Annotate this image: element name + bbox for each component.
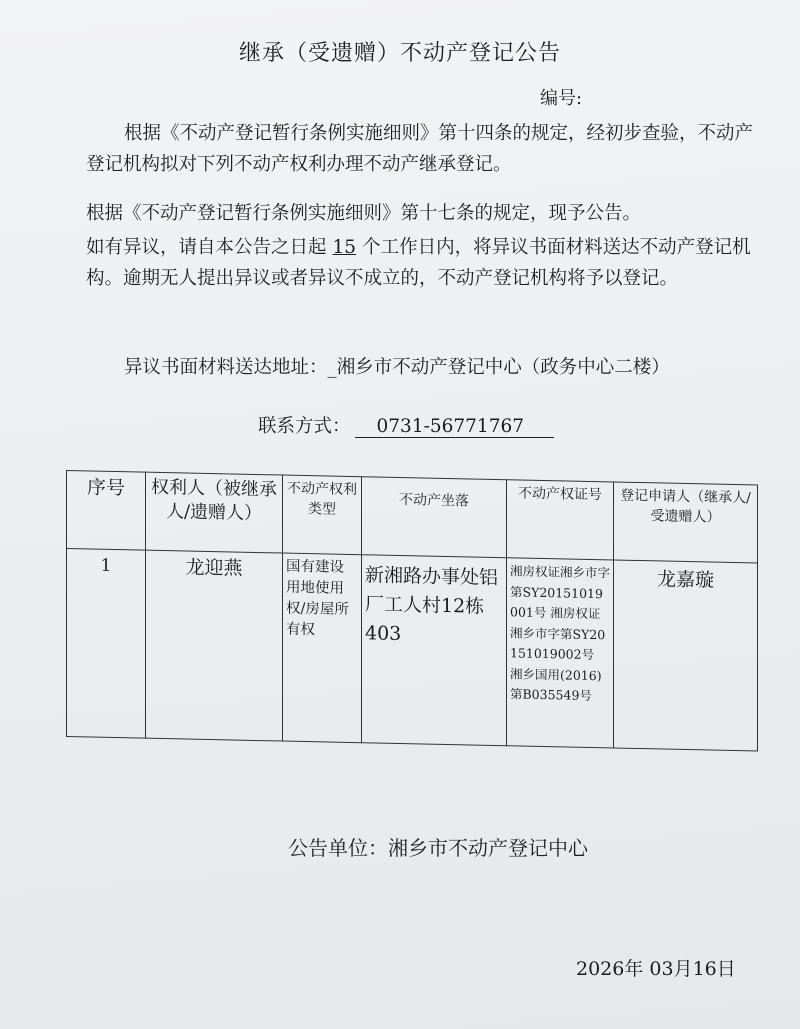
header-holder: 权利人（被继承人/遗赠人） [146,472,283,553]
cell-seq: 1 [67,549,146,739]
objection-text-end: 个工作日内，将异议书面材料送达不动产登记机构。逾期无人提出异议或者异议不成立的，不动产登记机构将予以登记。 [86,237,751,289]
notice-date: 2026年 03月16日 [576,958,736,980]
header-right-type: 不动产权利类型 [283,475,362,555]
cell-location: 新湘路办事处铝厂工人村12栋403 [362,555,507,746]
cell-cert-number: 湘房权证湘乡市字第SY20151019001号 湘房权证湘乡市字第SY20151019002号 湘乡国用(2016)第B035549号 [507,558,614,748]
header-seq: 序号 [67,471,146,551]
contact-line [258,412,554,438]
cell-applicant: 龙嘉璇 [614,560,758,751]
header-cert-number: 不动产权证号 [507,480,614,560]
registration-table [66,470,758,751]
address-value: _湘乡市不动产登记中心（政务中心二楼） [327,357,670,378]
objection-address [86,352,766,383]
header-location: 不动产坐落 [362,477,507,558]
contact-phone: 0731-56771767 [355,416,555,438]
cell-holder: 龙迎燕 [146,550,283,741]
notice-title: 继承（受遗赠）不动产登记公告 [238,41,561,66]
paragraph-announcement: 根据《不动产登记暂行条例实施细则》第十七条的规定，现予公告。 [86,203,642,224]
header-applicant: 登记申请人（继承人/受遗赠人） [614,482,758,563]
table-row [67,549,758,751]
issuer-line: 公告单位：湘乡市不动产登记中心 [288,836,588,860]
cell-right-type: 国有建设用地使用权/房屋所有权 [283,553,362,743]
contact-label: 联系方式： [258,416,351,437]
notice-number-label: 编号: [540,88,583,109]
address-label: 异议书面材料送达地址： [124,357,328,378]
objection-text-start: 如有异议，请自本公告之日起 [86,237,327,258]
paragraph-objection [86,232,766,294]
objection-days: 15 [332,237,357,258]
table-header-row [67,471,758,563]
paragraph-legal-basis: 根据《不动产登记暂行条例实施细则》第十四条的规定，经初步查验，不动产登记机构拟对下列不动产权利办理不动产继承登记。 [86,123,754,175]
